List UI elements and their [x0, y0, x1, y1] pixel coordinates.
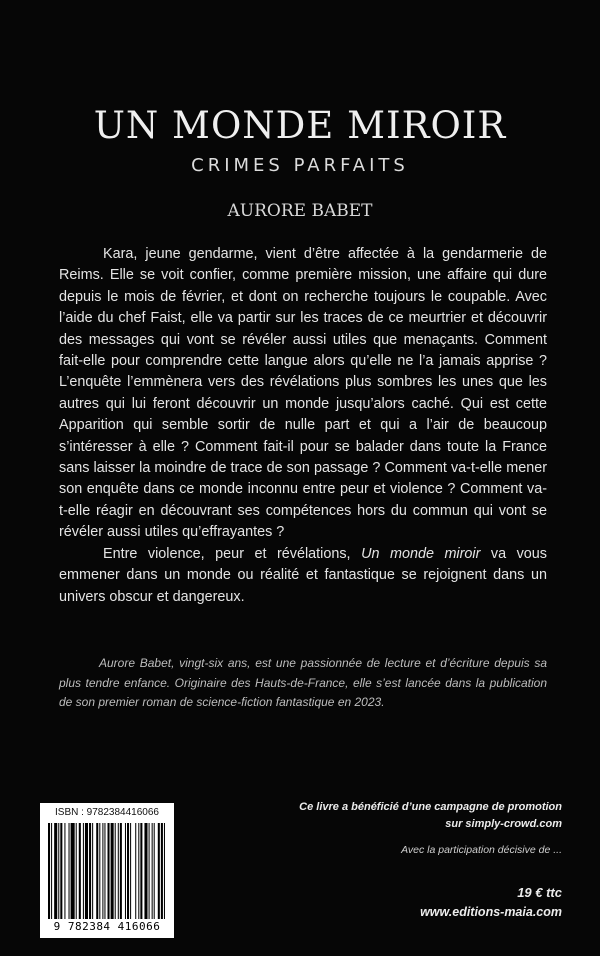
barcode-bar — [69, 823, 70, 919]
barcode-bar — [54, 823, 57, 919]
barcode-bar — [108, 823, 110, 919]
barcode-bar — [96, 823, 98, 919]
synopsis-p2-start: Entre violence, peur et révélations, — [103, 545, 362, 562]
participation-note: Avec la participation décisive de ... — [401, 844, 562, 856]
barcode-bar — [83, 823, 84, 919]
barcode-bar — [154, 823, 155, 919]
barcode-bar — [135, 823, 136, 919]
barcode-bar — [149, 823, 150, 919]
barcode-bar — [85, 823, 88, 919]
barcode-bar — [130, 823, 131, 919]
barcode-bar — [161, 823, 163, 919]
synopsis-p2-end: va vous emmener dans un monde ou réalité et fantastique se rejoignent dans un univers obscur et dangereux. — [59, 545, 548, 605]
barcode-bar — [118, 823, 119, 919]
book-subtitle: CRIMES PARFAITS — [191, 155, 409, 176]
barcode-bar — [140, 823, 142, 919]
author-bio: Aurore Babet, vingt-six ans, est une passionnée de lecture et d’écriture depuis sa plus tendre enfance. Originaire des Hauts-de-France, elle s’est lancée dans la publication de son premier roman de science-fiction fantastique en 2023. — [59, 656, 547, 709]
barcode-bar — [152, 823, 153, 919]
barcode-bar — [51, 823, 52, 919]
barcode-bar — [76, 823, 77, 919]
barcode-bar — [99, 823, 100, 919]
barcode-bar — [48, 823, 50, 919]
synopsis-paragraph-2 — [59, 544, 547, 608]
barcode-bar — [111, 823, 114, 919]
synopsis-paragraph-1: Kara, jeune gendarme, vient d’être affectée à la gendarmerie de Reims. Elle se voit confier, comme première mission, une affaire qui dure depuis le mois de février, et dont on recherche toujours le coupable. Avec l’aide du chef Faist, elle va partir sur les traces de ce meurtrier et découvrir des messages qui vont se révéler aussi utiles que menaçants. Comment fait-elle pour comprendre cette langue alors qu’elle ne l’a jamais apprise ? L’enquête l’emmènera vers des révélations plus sombres les unes que les autres qui lui feront découvrir un monde jusqu’alors caché. Qui est cette Apparition qui semble sortir de nulle part et qui a l’air de beaucoup s’intéresser à elle ? Comment fait-il pour se balader dans toute la France sans laisser la moindre de trace de son passage ? Comment va-t-elle mener son enquête dans ce monde inconnu entre peur et violence ? Comment va-t-elle réagir en découvrant ses compétences hors du commun qui vont se révéler aussi utiles qu’effrayantes ? — [59, 246, 547, 541]
barcode-bar — [58, 823, 59, 919]
barcode-box — [40, 803, 174, 938]
price: 19 € ttc — [517, 885, 562, 900]
barcode-bar — [71, 823, 75, 919]
barcode-bar — [138, 823, 139, 919]
barcode-number: 9 782384 416066 — [53, 920, 161, 933]
barcode-bar — [79, 823, 81, 919]
promo-line-2: sur simply-crowd.com — [445, 818, 562, 830]
barcode-bar — [115, 823, 116, 919]
isbn-label: ISBN : 9782384416066 — [55, 807, 159, 818]
barcode-bar — [104, 823, 105, 919]
promo-line-1: Ce livre a bénéficié d’une campagne de promotion — [299, 801, 562, 813]
barcode-bar — [158, 823, 160, 919]
barcode-image — [48, 823, 166, 919]
author-name: AURORE BABET — [227, 201, 373, 221]
barcode-bar — [89, 823, 91, 919]
barcode-bar — [125, 823, 126, 919]
barcode-bar — [92, 823, 93, 919]
barcode-bar — [144, 823, 147, 919]
barcode-bar — [64, 823, 65, 919]
barcode-bar — [164, 823, 165, 919]
synopsis-p2-italic: Un monde miroir — [361, 545, 481, 562]
barcode-bar — [127, 823, 129, 919]
barcode-bar — [60, 823, 62, 919]
barcode-bar — [102, 823, 103, 919]
publisher-website: www.editions-maia.com — [420, 905, 562, 919]
barcode-bar — [120, 823, 122, 919]
synopsis — [59, 244, 547, 608]
book-title: UN MONDE MIROIR — [93, 104, 507, 147]
